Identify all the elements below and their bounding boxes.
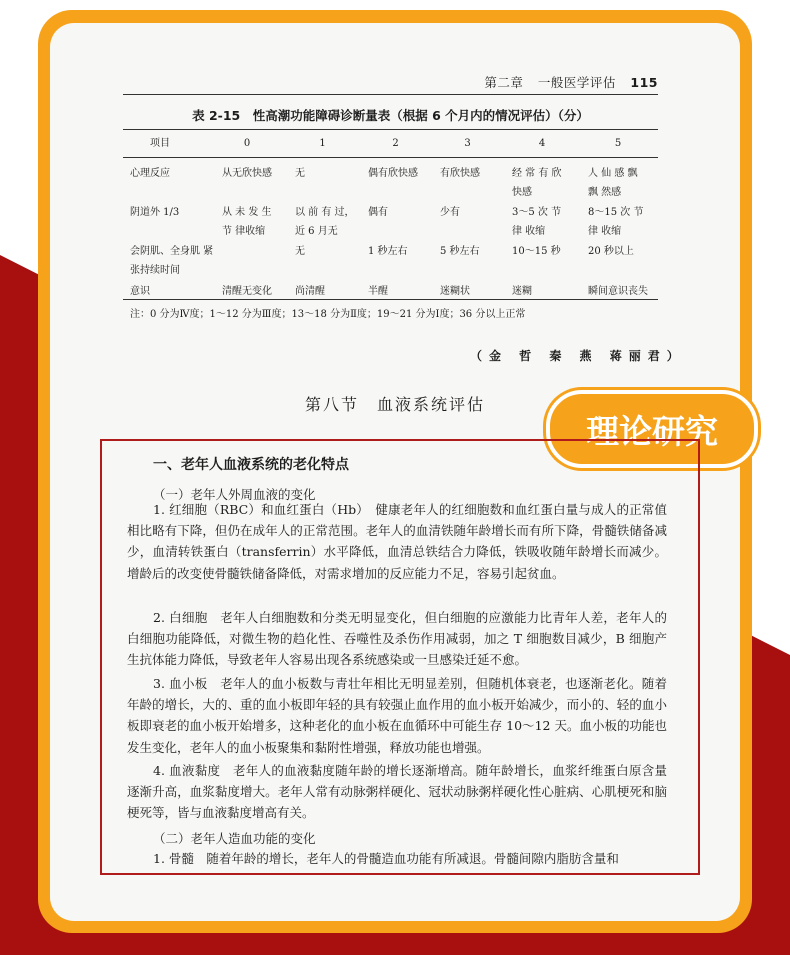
chapter-title: 一般医学评估 bbox=[537, 75, 616, 90]
table-cell: 从无欣快感 bbox=[222, 168, 272, 179]
subheading-peripheral-blood: （一）老年人外周血液的变化 bbox=[153, 487, 316, 502]
table-cell: 迷糊 bbox=[512, 286, 532, 297]
page-number: 115 bbox=[630, 75, 658, 90]
table-cell: 阴道外 1/3 bbox=[130, 207, 180, 218]
paragraph-rbc: 1. 红细胞（RBC）和血红蛋白（Hb） 健康老年人的红细胞数和血红蛋白量与成人的正常值相比略有下降，但仍在成年人的正常范围。老年人的血清铁随年龄增长而有所下降，骨髓铁储备减少，血清转铁蛋白（transferrin）水平降低，血清总铁结合力降低，铁吸收随年龄增长而减少。增龄后的改变使骨髓铁储备降低，对需求增加的反应能力不足，容易引起贫血。 bbox=[127, 502, 667, 581]
table-note: 注：0 分为Ⅳ度；1～12 分为Ⅲ度；13～18 分为Ⅱ度；19～21 分为Ⅰ度；36 分以上正常 bbox=[130, 309, 526, 320]
table-cell: 10～15 秒 bbox=[512, 246, 561, 257]
table-cell: 偶有欣快感 bbox=[368, 168, 418, 179]
running-head bbox=[123, 73, 658, 91]
table-cell: 半醒 bbox=[368, 286, 388, 297]
table-cell: 3～5 次 节 律 收缩 bbox=[512, 207, 562, 237]
table-header-cell: 1 bbox=[319, 138, 326, 149]
section-title: 第八节 血液系统评估 bbox=[304, 395, 485, 414]
table-cell: 少有 bbox=[440, 207, 460, 218]
table-cell: 20 秒以上 bbox=[588, 246, 634, 257]
table-header-cell: 5 bbox=[614, 138, 622, 149]
table-cell: 以 前 有 过，近 6 月无 bbox=[295, 207, 355, 237]
table-cell: 8～15 次 节 律 收缩 bbox=[588, 207, 644, 237]
table-cell: 5 秒左右 bbox=[440, 246, 480, 257]
table-cell: 意识 bbox=[130, 286, 150, 297]
table-cell: 无 bbox=[295, 246, 305, 257]
table-cell: 人 仙 感 飘 飘 然感 bbox=[588, 168, 638, 198]
content-heading: 一、老年人血液系统的老化特点 bbox=[153, 457, 349, 473]
chapter-label: 第二章 bbox=[484, 75, 524, 90]
head-rule bbox=[123, 94, 658, 95]
table-cell: 无 bbox=[295, 168, 305, 179]
subheading-hematopoiesis: （二）老年人造血功能的变化 bbox=[153, 831, 316, 846]
table-cell: 瞬间意识丧失 bbox=[588, 286, 648, 297]
table-cell: 有欣快感 bbox=[440, 168, 480, 179]
table-header-cell: 2 bbox=[392, 138, 399, 149]
paragraph-platelet: 3. 血小板 老年人的血小板数与青壮年相比无明显差别，但随机体衰老，也逐渐老化。随着年龄的增长，大的、重的血小板即年轻的具有较强止血作用的血小板开始减少，而小的、轻的血小板即衰老的血小板开始增多，这种老化的血小板在血循环中可能生存 10～12 天。血小板的功能也发生变化，老年人的血小板聚集和黏附性增强，释放功能也增强。 bbox=[127, 676, 667, 755]
table-cell: 清醒无变化 bbox=[222, 286, 272, 297]
table-header-cell: 项目 bbox=[150, 138, 170, 149]
theory-research-badge: 理论研究 bbox=[546, 390, 758, 468]
table-caption: 表 2-15 性高潮功能障碍诊断量表（根据 6 个月内的情况评估）（分） bbox=[192, 108, 589, 123]
table-cell: 从 未 发 生 节 律收缩 bbox=[222, 207, 272, 237]
paragraph-wbc: 2. 白细胞 老年人白细胞数和分类无明显变化，但白细胞的应激能力比青年人差，老年人的白细胞功能降低，对微生物的趋化性、吞噬性及杀伤作用减弱，加之 T 细胞数目减少，B 细胞产生抗体能力降低，导致老年人容易出现各系统感染或一旦感染迁延不愈。 bbox=[127, 610, 667, 668]
table-cell: 偶有 bbox=[368, 207, 388, 218]
table-cell: 会阴肌、全身肌 紧张持续时间 bbox=[130, 246, 214, 276]
table-cell: 迷糊状 bbox=[440, 286, 470, 297]
table-cell: 经 常 有 欣 快感 bbox=[512, 168, 562, 198]
table-cell: 1 秒左右 bbox=[368, 246, 408, 257]
paragraph-viscosity: 4. 血液黏度 老年人的血液黏度随年龄的增长逐渐增高。随年龄增长，血浆纤维蛋白原含量逐渐升高，血浆黏度增大。老年人常有动脉粥样硬化、冠状动脉粥样硬化性心脏病、心肌梗死和脑梗死等，皆与血液黏度增高有关。 bbox=[127, 763, 667, 821]
table-header-cell: 3 bbox=[464, 138, 471, 149]
table-top-rule bbox=[123, 129, 658, 130]
table-header-rule bbox=[123, 157, 658, 158]
table-cell: 尚清醒 bbox=[295, 286, 325, 297]
table-header-cell: 4 bbox=[538, 138, 546, 149]
table-header-cell: 0 bbox=[243, 138, 251, 149]
paragraph-bone-marrow: 1. 骨髓 随着年龄的增长，老年人的骨髓造血功能有所减退。骨髓间隙内脂肪含量和 bbox=[153, 851, 619, 866]
table-cell: 心理反应 bbox=[130, 168, 170, 179]
author-line: （金 哲 秦 燕 蒋丽君） bbox=[470, 349, 686, 363]
